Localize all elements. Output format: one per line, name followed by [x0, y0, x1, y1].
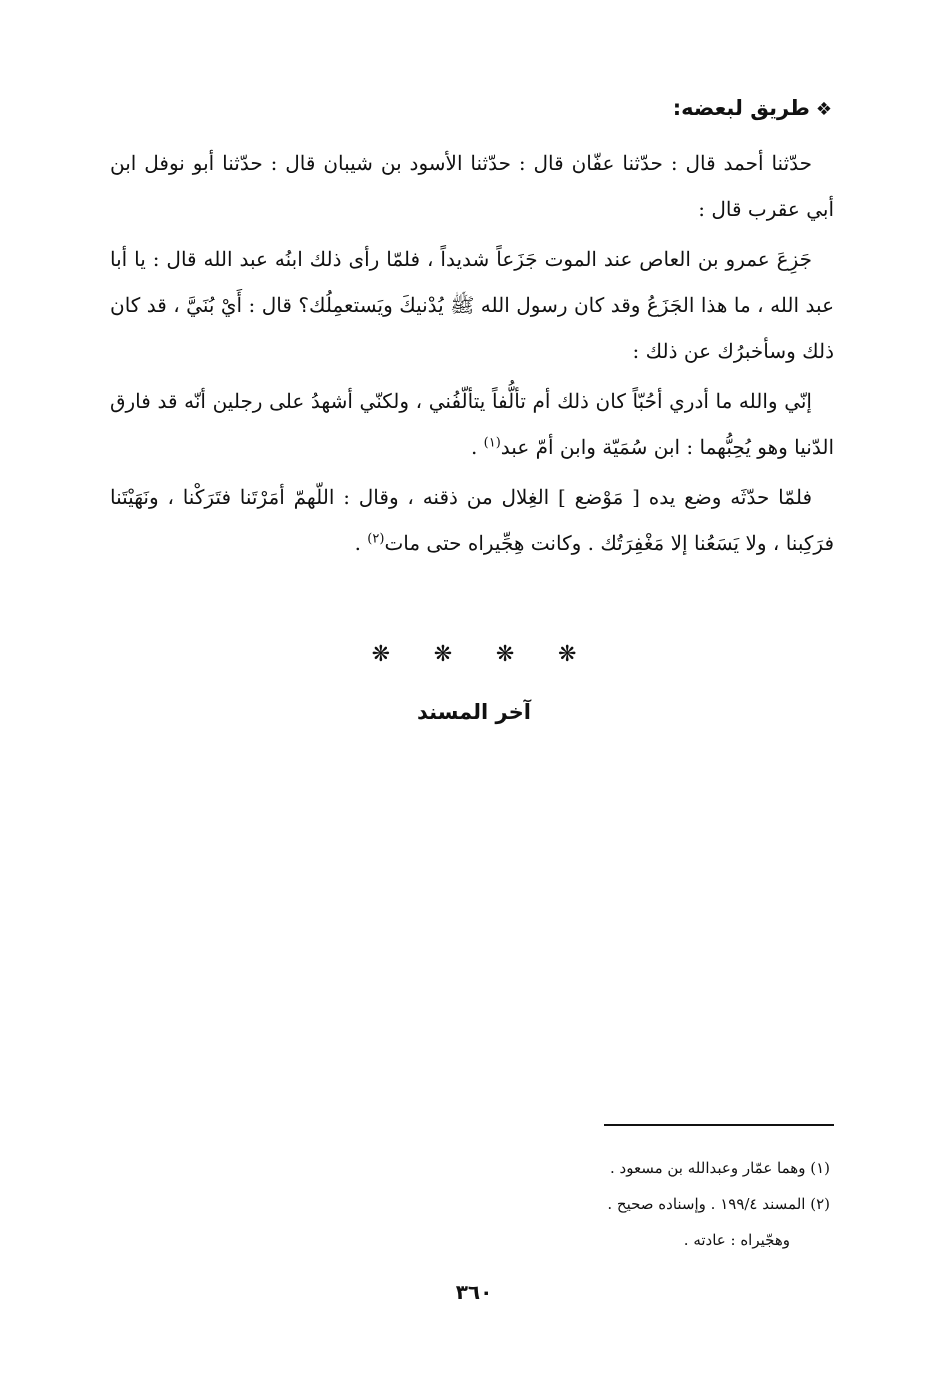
footnotes	[330, 1150, 830, 1258]
footnote-2-gloss: وهجّيراه : عادته .	[683, 1231, 790, 1249]
asterisk-icon: ❋	[371, 642, 391, 667]
section-heading	[673, 96, 832, 120]
paragraph-text: فلمّا حدّثَه وضع يده [ مَوْضع ] الغِلال من ذقنه ، وقال : اللّهمّ أمَرْتَنا فتَرَكْنا ، ونَهَيْتَنا فرَكِبنا ، ولا يَسَعُنا إلا مَغْفِرَتُك . وكانت هِجِّيراه حتى مات	[110, 485, 834, 555]
footnote-2: (٢) المسند ١٩٩/٤ . وإسناده صحيح .	[607, 1195, 830, 1213]
end-title: آخر المسند	[417, 700, 531, 724]
page-number: ٣٦٠	[455, 1280, 493, 1304]
footnote-divider	[604, 1124, 834, 1126]
diamond-bullet-icon: ❖	[815, 99, 832, 120]
paragraph-isnad	[110, 140, 834, 232]
paragraph-text: حدّثنا أحمد قال : حدّثنا عفّان قال : حدّثنا الأسود بن شيبان قال : حدّثنا أبو نوفل ابن أبي عقرب قال :	[110, 151, 834, 221]
section-heading-text: طريق لبعضه:	[672, 96, 810, 120]
paragraph-reply	[110, 378, 834, 470]
paragraph-tail: .	[470, 435, 484, 459]
paragraph-tail: .	[354, 531, 368, 555]
paragraph-narration	[110, 236, 834, 374]
footnote-ref-1[interactable]: (١)	[483, 435, 501, 451]
paragraph-prayer	[110, 474, 834, 566]
main-text	[110, 140, 834, 570]
paragraph-text: إنّي والله ما أدري أحُبّاً كان ذلك أم تألُّفاً يتألّفُني ، ولكنّي أشهدُ على رجلين أنّه قد فارق الدّنيا وهو يُحِبُّهما : ابن سُمَيّة وابن أمّ عبد	[110, 389, 834, 459]
asterisk-icon: ❋	[433, 642, 453, 667]
asterisk-icon: ❋	[495, 642, 515, 667]
paragraph-text: جَزِعَ عمرو بن العاص عند الموت جَزَعاً شديداً ، فلمّا رأى ذلك ابنُه عبد الله قال : يا أبا عبد الله ، ما هذا الجَزَعُ وقد كان رسول الله ﷺ يُدْنيكَ ويَستعمِلُك؟ قال : أَيْ بُنَيَّ ، قد كان ذلك وسأخبرُك عن ذلك :	[110, 247, 834, 363]
footnote-1: (١) وهما عمّار وعبدالله بن مسعود .	[610, 1159, 830, 1177]
section-separator	[0, 642, 948, 667]
asterisk-icon: ❋	[557, 642, 577, 667]
footnote-ref-2[interactable]: (٢)	[367, 531, 385, 547]
